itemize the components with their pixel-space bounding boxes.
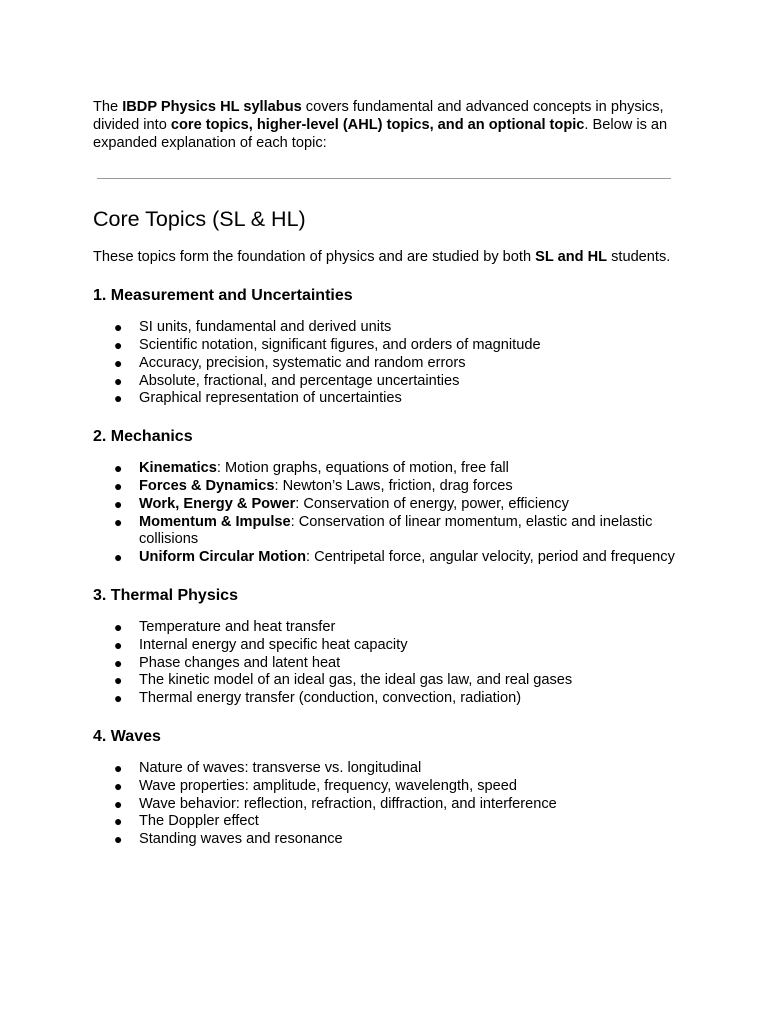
list-item bbox=[93, 813, 683, 831]
list-item bbox=[93, 514, 683, 550]
list-item-text: Phase changes and latent heat bbox=[139, 654, 341, 671]
lead-bold: SL and HL bbox=[535, 249, 608, 266]
sections-container bbox=[93, 286, 683, 849]
list-item-text: Wave properties: amplitude, frequency, wavelength, speed bbox=[139, 777, 518, 794]
list-item-text: The kinetic model of an ideal gas, the ideal gas law, and real gases bbox=[139, 672, 573, 689]
bullet-icon: ● bbox=[114, 636, 123, 653]
list-item bbox=[93, 478, 683, 496]
list-item bbox=[93, 460, 683, 478]
bullet-icon: ● bbox=[114, 372, 123, 389]
bullet-icon: ● bbox=[114, 831, 123, 848]
list-item-text: Wave behavior: reflection, refraction, diffraction, and interference bbox=[139, 795, 557, 812]
document-page bbox=[93, 99, 683, 849]
list-item bbox=[93, 390, 683, 408]
list-item-text: Accuracy, precision, systematic and random errors bbox=[139, 354, 466, 371]
list-item-text: Scientific notation, significant figures, and orders of magnitude bbox=[139, 336, 541, 353]
list-item-text: Graphical representation of uncertainties bbox=[139, 390, 402, 407]
bullet-icon: ● bbox=[114, 813, 123, 830]
list-item-text: : Centripetal force, angular velocity, period and frequency bbox=[306, 549, 675, 566]
bullet-list bbox=[93, 760, 683, 849]
list-item-text: Thermal energy transfer (conduction, convection, radiation) bbox=[139, 690, 522, 707]
section-heading: 2. Mechanics bbox=[93, 428, 193, 446]
list-item-text: Nature of waves: transverse vs. longitudinal bbox=[139, 759, 422, 776]
list-item bbox=[93, 496, 683, 514]
bullet-icon: ● bbox=[114, 336, 123, 353]
bullet-icon: ● bbox=[114, 513, 123, 530]
list-item bbox=[93, 549, 683, 567]
list-item bbox=[93, 760, 683, 778]
bullet-icon: ● bbox=[114, 319, 123, 336]
section-heading: 4. Waves bbox=[93, 727, 161, 745]
list-item bbox=[93, 831, 683, 849]
bullet-icon: ● bbox=[114, 759, 123, 776]
list-item bbox=[93, 796, 683, 814]
horizontal-divider bbox=[97, 178, 671, 179]
lead-text-2: students. bbox=[607, 249, 671, 266]
bullet-icon: ● bbox=[114, 618, 123, 635]
bullet-list bbox=[93, 460, 683, 567]
list-item-text: Absolute, fractional, and percentage uncertainties bbox=[139, 372, 460, 389]
intro-text-2: covers fundamental and advanced concepts in physics, divided into bbox=[93, 99, 664, 133]
list-item-text: Internal energy and specific heat capacity bbox=[139, 636, 408, 653]
intro-bold-syllabus: IBDP Physics HL syllabus bbox=[122, 99, 302, 115]
list-item-text: : Newton’s Laws, friction, drag forces bbox=[274, 477, 513, 494]
bullet-list bbox=[93, 319, 683, 408]
list-item bbox=[93, 637, 683, 655]
core-topics-lead bbox=[93, 249, 683, 267]
list-item-text: Standing waves and resonance bbox=[139, 831, 343, 848]
list-item bbox=[93, 672, 683, 690]
list-item bbox=[93, 619, 683, 637]
list-item-text: : Conservation of energy, power, efficiency bbox=[295, 495, 569, 512]
bullet-icon: ● bbox=[114, 495, 123, 512]
bullet-icon: ● bbox=[114, 460, 123, 477]
list-item-term: Work, Energy & Power bbox=[139, 495, 296, 512]
list-item-text: SI units, fundamental and derived units bbox=[139, 319, 392, 336]
list-item-term: Forces & Dynamics bbox=[139, 477, 275, 494]
list-item bbox=[93, 373, 683, 391]
list-item-text: : Motion graphs, equations of motion, free fall bbox=[216, 460, 509, 477]
list-item bbox=[93, 778, 683, 796]
section-heading: 3. Thermal Physics bbox=[93, 586, 238, 604]
section-heading: 1. Measurement and Uncertainties bbox=[93, 287, 353, 305]
bullet-list bbox=[93, 619, 683, 708]
core-topics-heading: Core Topics (SL & HL) bbox=[93, 207, 306, 232]
bullet-icon: ● bbox=[114, 390, 123, 407]
list-item-term: Uniform Circular Motion bbox=[139, 549, 307, 566]
list-item-term: Momentum & Impulse bbox=[139, 513, 291, 530]
intro-bold-topics: core topics, higher-level (AHL) topics, and an optional topic bbox=[170, 116, 585, 133]
bullet-icon: ● bbox=[114, 690, 123, 707]
bullet-icon: ● bbox=[114, 795, 123, 812]
list-item bbox=[93, 690, 683, 708]
bullet-icon: ● bbox=[114, 672, 123, 689]
intro-paragraph bbox=[93, 99, 683, 152]
bullet-icon: ● bbox=[114, 354, 123, 371]
intro-text-3: . Below is an expanded explanation of each topic: bbox=[93, 116, 668, 151]
lead-text-1: These topics form the foundation of physics and are studied by both bbox=[93, 249, 536, 266]
bullet-icon: ● bbox=[114, 654, 123, 671]
bullet-icon: ● bbox=[114, 777, 123, 794]
bullet-icon: ● bbox=[114, 477, 123, 494]
list-item-term: Kinematics bbox=[139, 460, 217, 477]
intro-text-1: The bbox=[93, 99, 123, 115]
list-item-text: The Doppler effect bbox=[139, 813, 259, 830]
list-item-text: : Conservation of linear momentum, elastic and inelastic collisions bbox=[139, 513, 653, 548]
list-item bbox=[93, 337, 683, 355]
list-item bbox=[93, 355, 683, 373]
list-item-text: Temperature and heat transfer bbox=[139, 618, 336, 635]
bullet-icon: ● bbox=[114, 549, 123, 566]
list-item bbox=[93, 319, 683, 337]
list-item bbox=[93, 655, 683, 673]
